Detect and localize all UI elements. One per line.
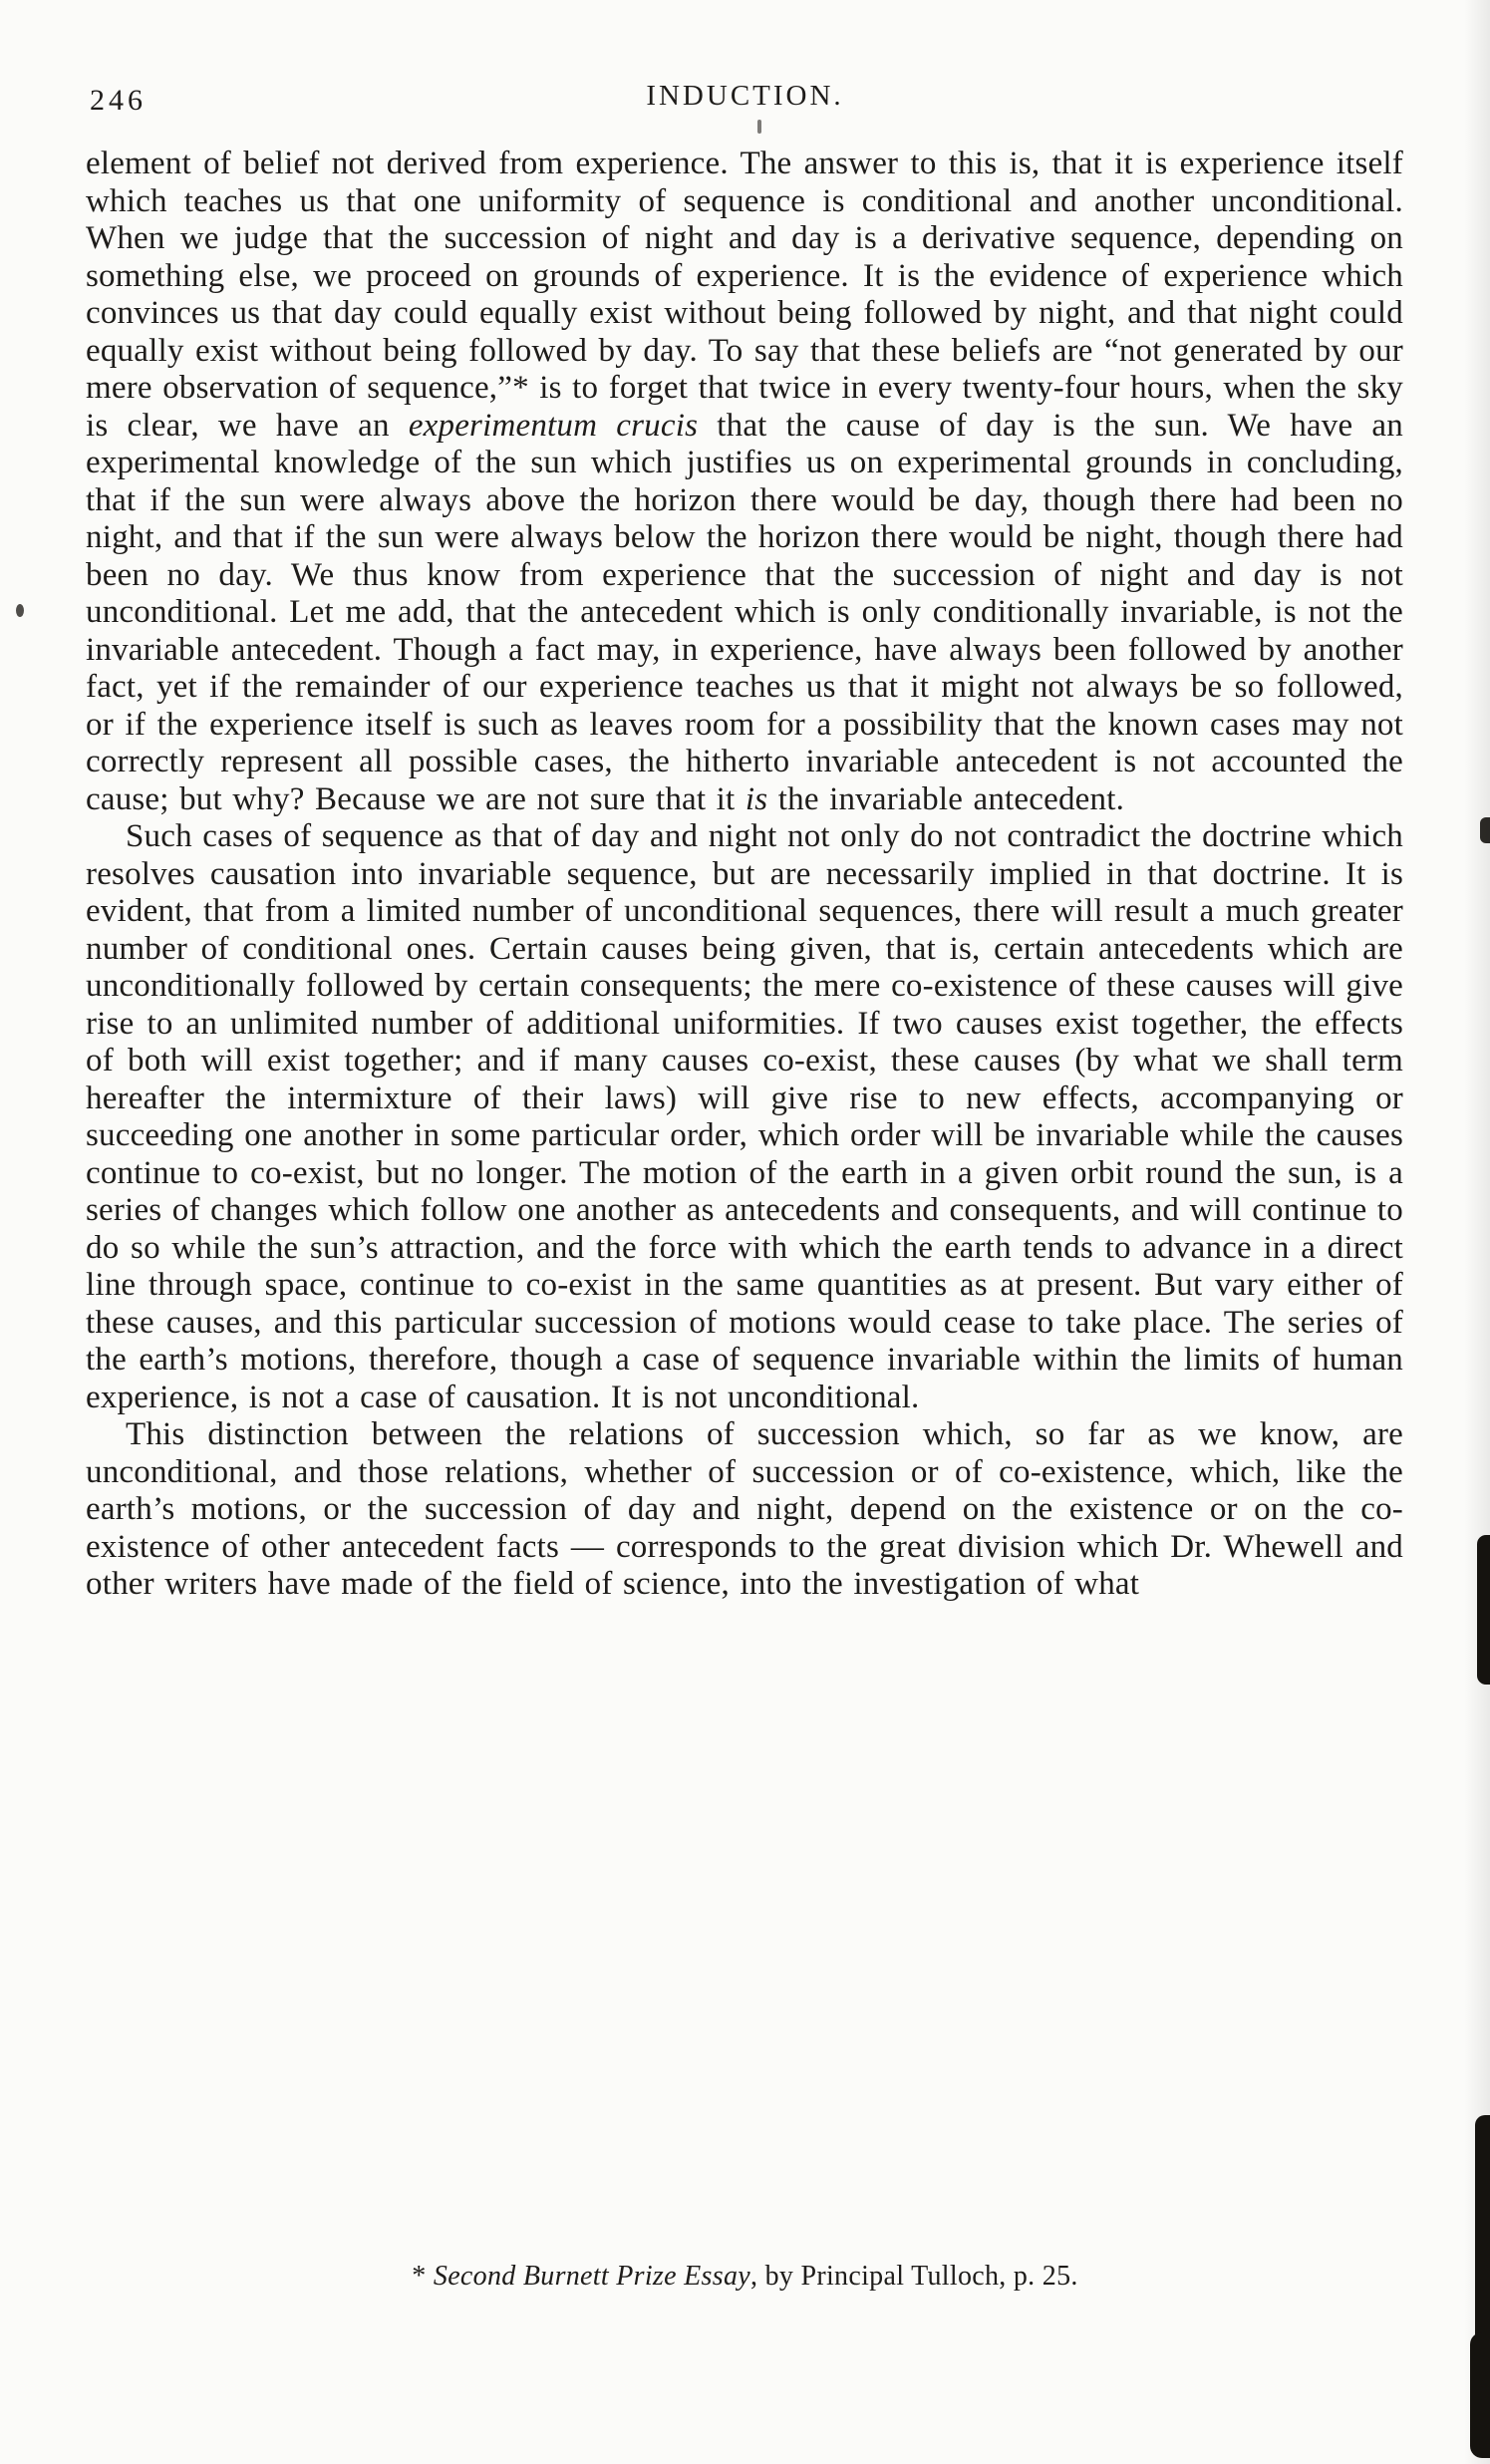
page-number: 246 [90, 84, 147, 117]
text-run: * [412, 2261, 434, 2292]
text-run: , by Principal Tulloch, p. 25. [749, 2261, 1078, 2292]
text-run: Such cases of sequence as that of day and night not only do not contradict the doctrine which resolves causation into invariable sequence, but are necessarily implied in that doctrine. It is evident, that from a limited number of unconditional sequences, there will result a much greater number of conditional ones. Certain causes being given, that is, certain antecedents which are unconditionally followed by certain consequents; the mere co-existence of these causes will give rise to an unlimited number of additional uniformities. If two causes exist together, the effects of both will exist together; and if many causes co-exist, these causes (by what we shall term hereafter the intermixture of their laws) will give rise to new effects, accompanying or succeeding one another in some particular order, which order will be invariable while the causes continue to co-exist, but no longer. The motion of the earth in a given orbit round the sun, is a series of changes which follow one another as antecedents and consequents, and will continue to do so while the sun’s attraction, and the force with which the earth tends to advance in a direct line through space, continue to co-exist in the same quantities as at present. But vary either of these causes, and this particular succession of motions would cease to take place. The series of the earth’s motions, therefore, though a case of sequence invariable within the limits of human experience, is not a case of causation. It is not unconditional. [86, 818, 1403, 1415]
text-run: element of belief not derived from experience. The answer to this is, that it is experience itself which teaches us that one uniformity of sequence is conditional and another unconditional. When we judge that the succession of night and day is a derivative sequence, depending on something else, we proceed on grounds of experience. It is the evidence of experience which convinces us that day could equally exist without being followed by night, and that night could equally exist without being followed by day. To say that these beliefs are “not generated by our mere observation of sequence,”* is to forget that twice in every twenty-four hours, when the sky is clear, we have an [86, 146, 1403, 444]
scan-artifact-right-streak [1477, 1535, 1490, 1685]
text-run: the invariable antecedent. [767, 780, 1125, 817]
paragraph [86, 1416, 1403, 1604]
scan-artifact-bottom-streak [1475, 2115, 1490, 2344]
paragraph [86, 146, 1403, 818]
text-run: that the cause of day is the sun. We have an experimental knowledge of the sun which justifies us on experimental grounds in concluding, that if the sun were always above the horizon there would be day, though there had been no night, and that if the sun were always below the horizon there would be night, though there had been no day. We thus know from experience that the succession of night and day is not unconditional. Let me add, that the antecedent which is only conditionally invariable, is not the invariable antecedent. Though a fact may, in experience, have always been followed by another fact, yet if the remainder of our experience teaches us that it might not always be so followed, or if the experience itself is such as leaves room for a possibility that the known cases may not correctly represent all possible cases, the hitherto invariable antecedent is not accounted the cause; but why? Because we are not sure that it [86, 407, 1403, 817]
footnote [0, 2261, 1490, 2293]
scan-artifact-left-dot [16, 604, 24, 617]
body-text [86, 146, 1403, 1604]
footnote-text [412, 2261, 1077, 2292]
paragraph [86, 818, 1403, 1416]
italic-text-run: Second Burnett Prize Essay [433, 2261, 750, 2292]
scan-artifact-right-tick [1480, 817, 1490, 843]
running-title: INDUCTION. [646, 80, 844, 112]
page-header [0, 80, 1490, 124]
italic-text-run: experimentum crucis [408, 407, 699, 444]
scan-artifact-bottom-blob [1470, 2332, 1490, 2458]
scan-artifact-header-mark [757, 120, 761, 134]
text-run: This distinction between the relations of succession which, so far as we know, are unconditional, and those relations, whether of succession or of co-existence, which, like the earth’s motions, or the succession of day and night, depend on the existence or on the co-existence of other antecedent facts — corresponds to the great division which Dr. Whewell and other writers have made of the field of science, into the investigation of what [86, 1416, 1403, 1602]
page-edge-shadow [1464, 0, 1490, 2464]
italic-text-run: is [745, 780, 768, 817]
